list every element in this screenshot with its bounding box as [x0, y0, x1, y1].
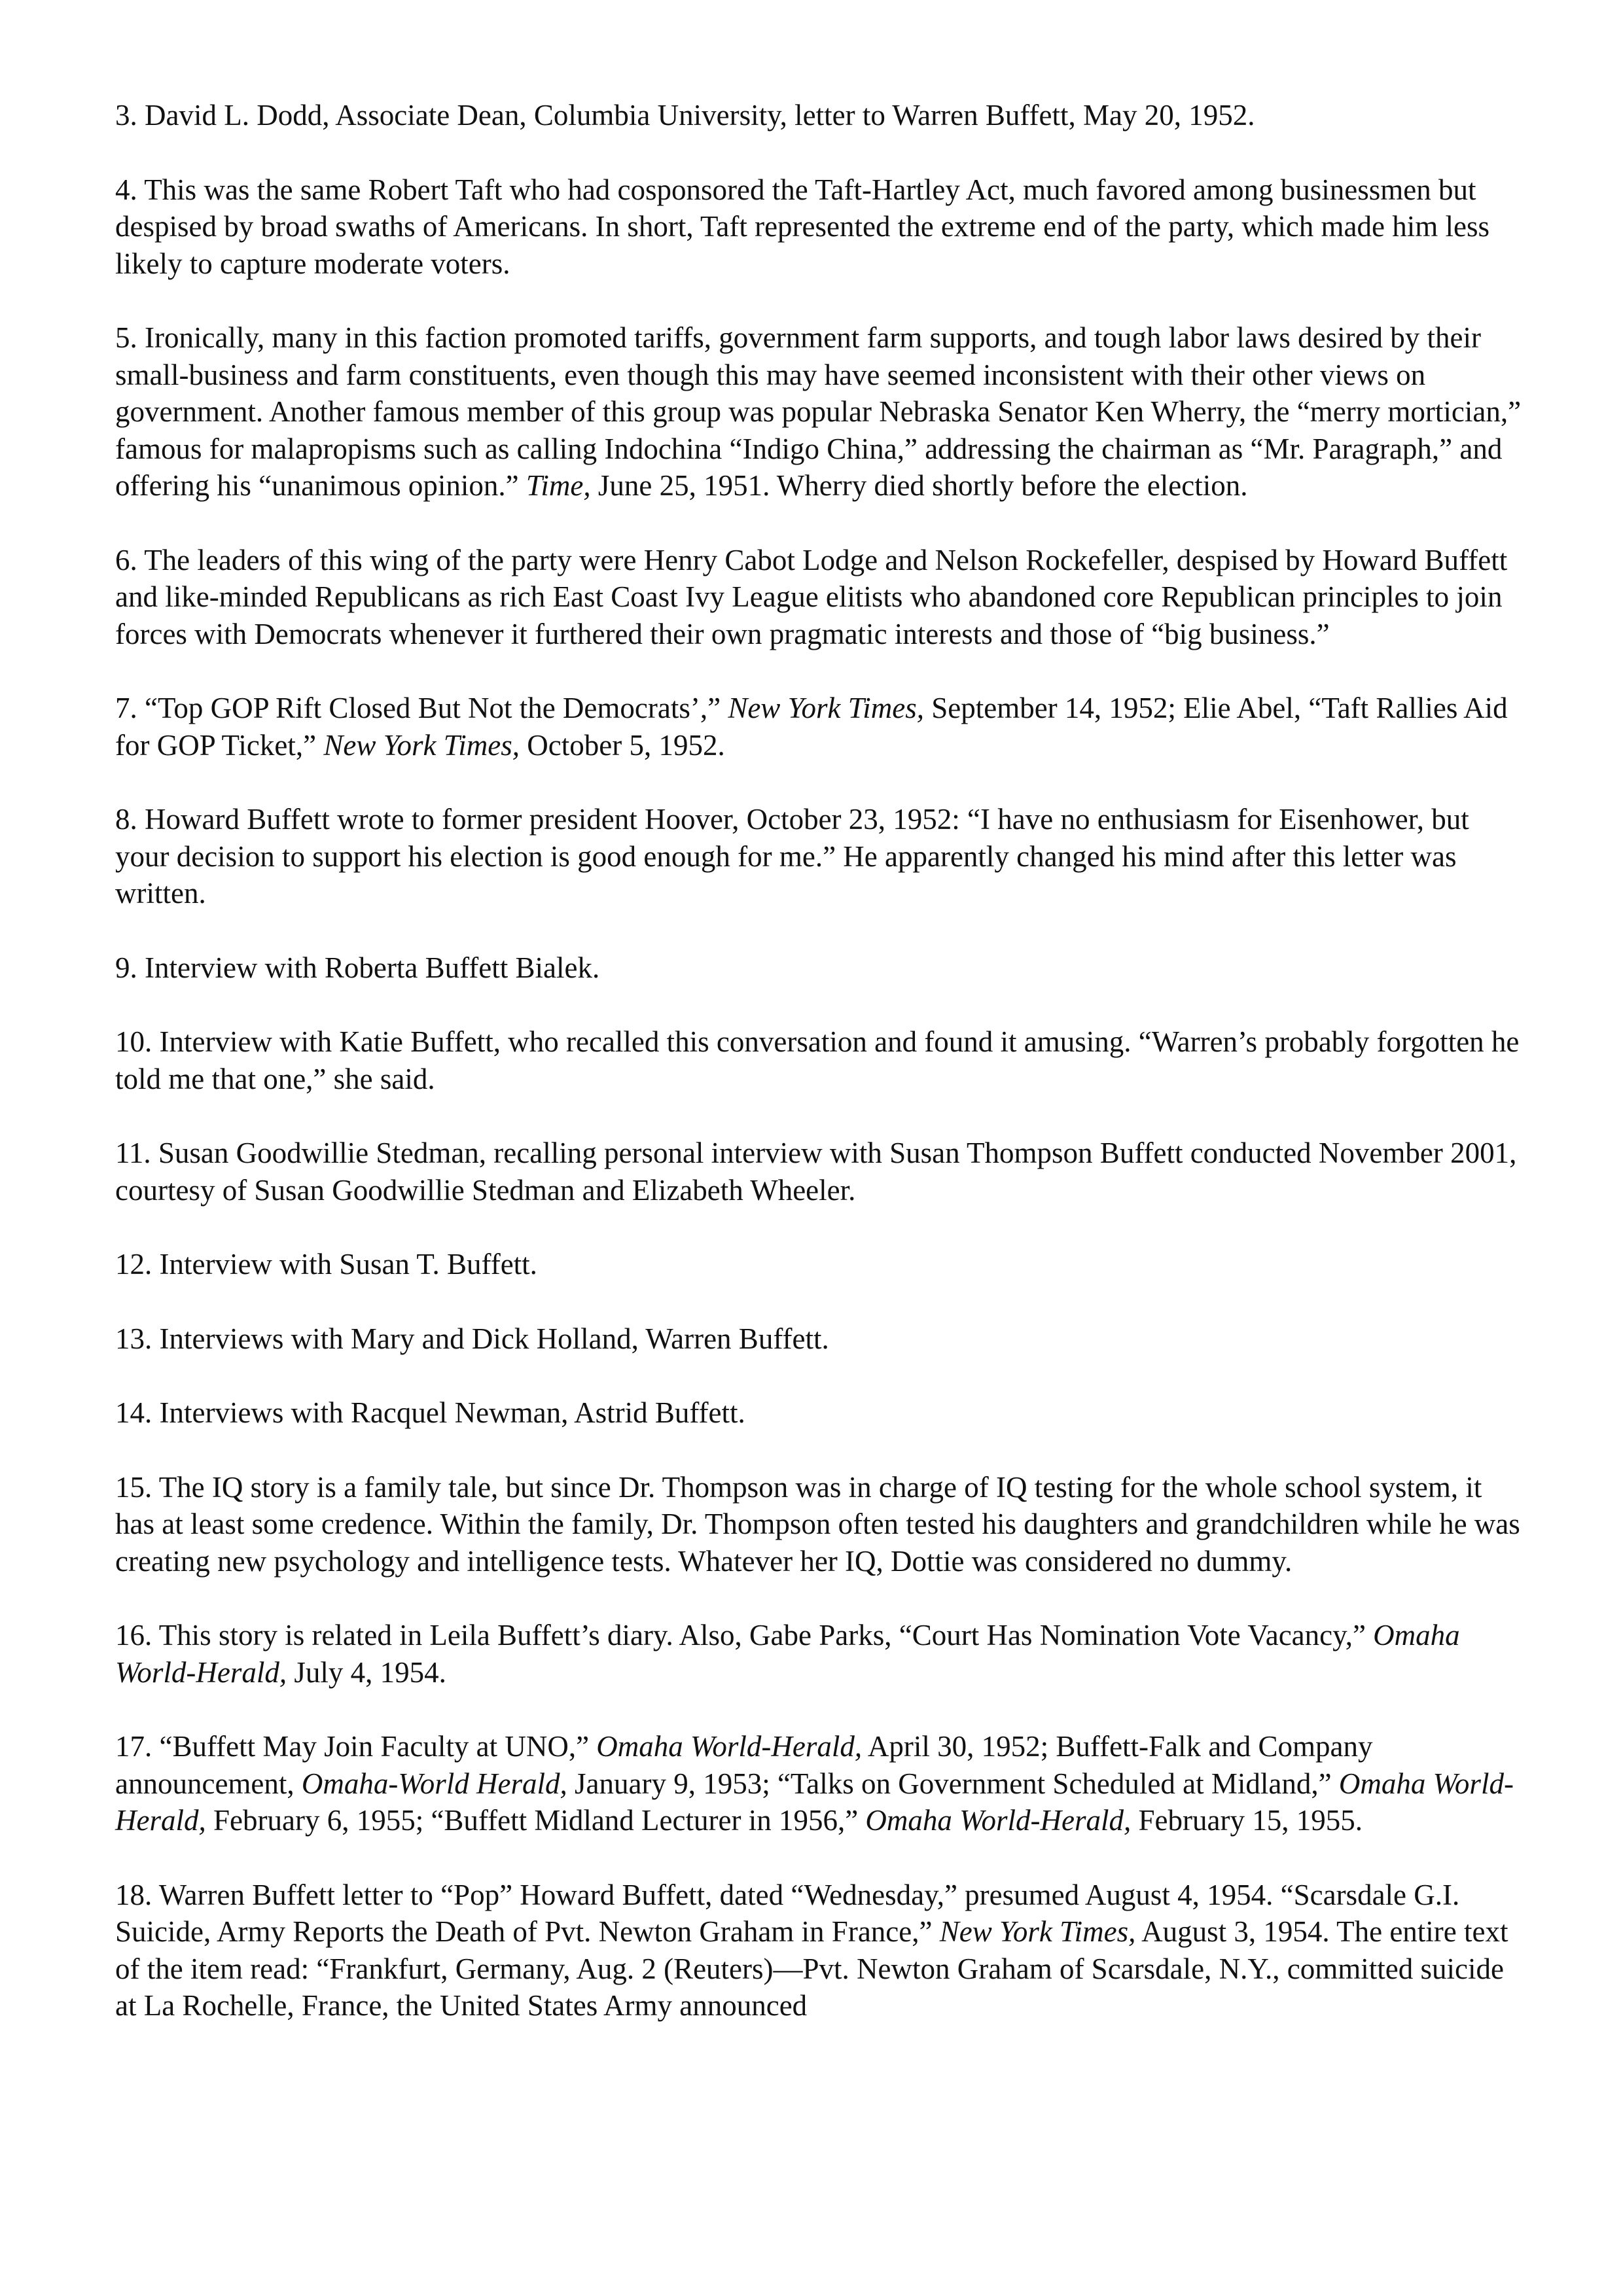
- endnote: [115, 1617, 1522, 1691]
- endnote-text: Warren Buffett letter to “Pop” Howard Buffett, dated “Wednesday,” presumed August 4, 1954. “Scarsdale G.I. Suicide, Army Reports the Death of Pvt. Newton Graham in France,”: [115, 1878, 1460, 1948]
- endnote: [115, 690, 1522, 764]
- endnote-text: “Buffett May Join Faculty at UNO,”: [159, 1730, 597, 1763]
- endnote-number: 13.: [115, 1322, 152, 1355]
- endnote: [115, 542, 1522, 653]
- endnote-number: 3.: [115, 99, 137, 132]
- endnote-text: “Top GOP Rift Closed But Not the Democrats’,”: [145, 692, 728, 724]
- endnote-source-title: Omaha World-Herald,: [115, 1767, 1514, 1837]
- endnote-text: July 4, 1954.: [287, 1655, 446, 1689]
- endnote: [115, 171, 1522, 283]
- endnote-number: 9.: [115, 951, 137, 984]
- endnote-text: January 9, 1953; “Talks on Government Scheduled at Midland,”: [567, 1767, 1339, 1800]
- endnote-number: 17.: [115, 1730, 152, 1763]
- endnote-text: David L. Dodd, Associate Dean, Columbia University, letter to Warren Buffett, May 20, 1952.: [145, 99, 1255, 132]
- endnote-source-title: Omaha-World Herald,: [301, 1767, 567, 1800]
- endnote-source-title: New York Times,: [939, 1915, 1136, 1948]
- endnote-text: Ironically, many in this faction promoted tariffs, government farm supports, and tough labor laws desired by their small-business and farm constituents, even though this may have seemed inconsistent with their other views on government. Another famous member of this group was popular Nebraska Senator Ken Wherry, the “merry mortician,” famous for malapropisms such as calling Indochina “Indigo China,” addressing the chairman as “Mr. Paragraph,” and offering his “unanimous opinion.”: [115, 321, 1522, 502]
- endnotes-page: [115, 97, 1522, 2062]
- endnote-number: 12.: [115, 1248, 152, 1280]
- endnote-text: Interviews with Mary and Dick Holland, Warren Buffett.: [159, 1322, 829, 1355]
- endnote: [115, 1469, 1522, 1580]
- endnote-number: 14.: [115, 1396, 152, 1429]
- endnote-number: 7.: [115, 692, 137, 724]
- endnote: [115, 949, 1522, 987]
- endnote: [115, 1394, 1522, 1432]
- endnote-text: April 30, 1952; Buffett-Falk and Company announcement,: [115, 1730, 1373, 1800]
- endnote-number: 16.: [115, 1619, 152, 1651]
- endnote-source-title: Omaha World-Herald,: [115, 1619, 1460, 1689]
- endnote-number: 8.: [115, 803, 137, 836]
- endnote-text: The leaders of this wing of the party were Henry Cabot Lodge and Nelson Rockefeller, despised by Howard Buffett and like-minded Republicans as rich East Coast Ivy League elitists who abandoned core Republican principles to join forces with Democrats whenever it furthered their own pragmatic interests and those of “big business.”: [115, 543, 1508, 650]
- endnote-number: 4.: [115, 173, 137, 206]
- endnote-text: Interviews with Racquel Newman, Astrid Buffett.: [159, 1396, 745, 1429]
- endnote: [115, 1135, 1522, 1209]
- endnote-text: February 6, 1955; “Buffett Midland Lecturer in 1956,”: [205, 1804, 866, 1837]
- endnote: [115, 1023, 1522, 1097]
- endnote: [115, 1246, 1522, 1283]
- endnote-source-title: New York Times,: [323, 728, 520, 762]
- endnote-text: February 15, 1955.: [1131, 1804, 1363, 1837]
- endnote-text: Howard Buffett wrote to former president Hoover, October 23, 1952: “I have no enthusiasm for Eisenhower, but your decision to support his election is good enough for me.” He apparently changed his mind after this letter was written.: [115, 803, 1469, 910]
- endnote-number: 15.: [115, 1470, 152, 1504]
- endnote-text: Susan Goodwillie Stedman, recalling personal interview with Susan Thompson Buffett conducted November 2001, courtesy of Susan Goodwillie Stedman and Elizabeth Wheeler.: [115, 1137, 1517, 1207]
- endnote-number: 5.: [115, 321, 137, 354]
- endnote: [115, 801, 1522, 912]
- endnote-number: 6.: [115, 543, 137, 576]
- endnote-text: This story is related in Leila Buffett’s diary. Also, Gabe Parks, “Court Has Nomination Vote Vacancy,”: [158, 1619, 1374, 1651]
- endnote-text: June 25, 1951. Wherry died shortly before the election.: [590, 469, 1248, 502]
- endnote-number: 18.: [115, 1878, 152, 1911]
- endnote-source-title: Omaha World-Herald,: [865, 1804, 1132, 1837]
- endnote-source-title: Time,: [526, 469, 591, 502]
- endnote-number: 10.: [115, 1025, 152, 1058]
- endnote: [115, 1320, 1522, 1358]
- endnote-source-title: Omaha World-Herald,: [596, 1730, 863, 1763]
- endnote-text: Interview with Katie Buffett, who recalled this conversation and found it amusing. “Warren’s probably forgotten he told me that one,” she said.: [115, 1025, 1520, 1095]
- endnote-text: This was the same Robert Taft who had cosponsored the Taft-Hartley Act, much favored among businessmen but despised by broad swaths of Americans. In short, Taft represented the extreme end of the party, which made him less likely to capture moderate voters.: [115, 173, 1489, 280]
- endnote: [115, 319, 1522, 504]
- endnote-text: The IQ story is a family tale, but since Dr. Thompson was in charge of IQ testing for the whole school system, it has at least some credence. Within the family, Dr. Thompson often tested his daughters and grandchildren while he was creating new psychology and intelligence tests. Whatever her IQ, Dottie was considered no dummy.: [115, 1470, 1520, 1578]
- endnote-text: August 3, 1954. The entire text of the item read: “Frankfurt, Germany, Aug. 2 (Reuters)—Pvt. Newton Graham of Scarsdale, N.Y., committed suicide at La Rochelle, France, the United States Army announced: [115, 1915, 1508, 2022]
- endnote-text: September 14, 1952; Elie Abel, “Taft Rallies Aid for GOP Ticket,”: [115, 692, 1508, 762]
- endnote-text: Interview with Roberta Buffett Bialek.: [145, 951, 600, 984]
- endnote-source-title: New York Times,: [728, 692, 924, 724]
- endnote-text: October 5, 1952.: [520, 728, 725, 762]
- endnote: [115, 1877, 1522, 2024]
- endnote: [115, 1728, 1522, 1839]
- endnote-text: Interview with Susan T. Buffett.: [159, 1248, 537, 1280]
- endnote: [115, 97, 1522, 134]
- endnote-number: 11.: [115, 1137, 151, 1169]
